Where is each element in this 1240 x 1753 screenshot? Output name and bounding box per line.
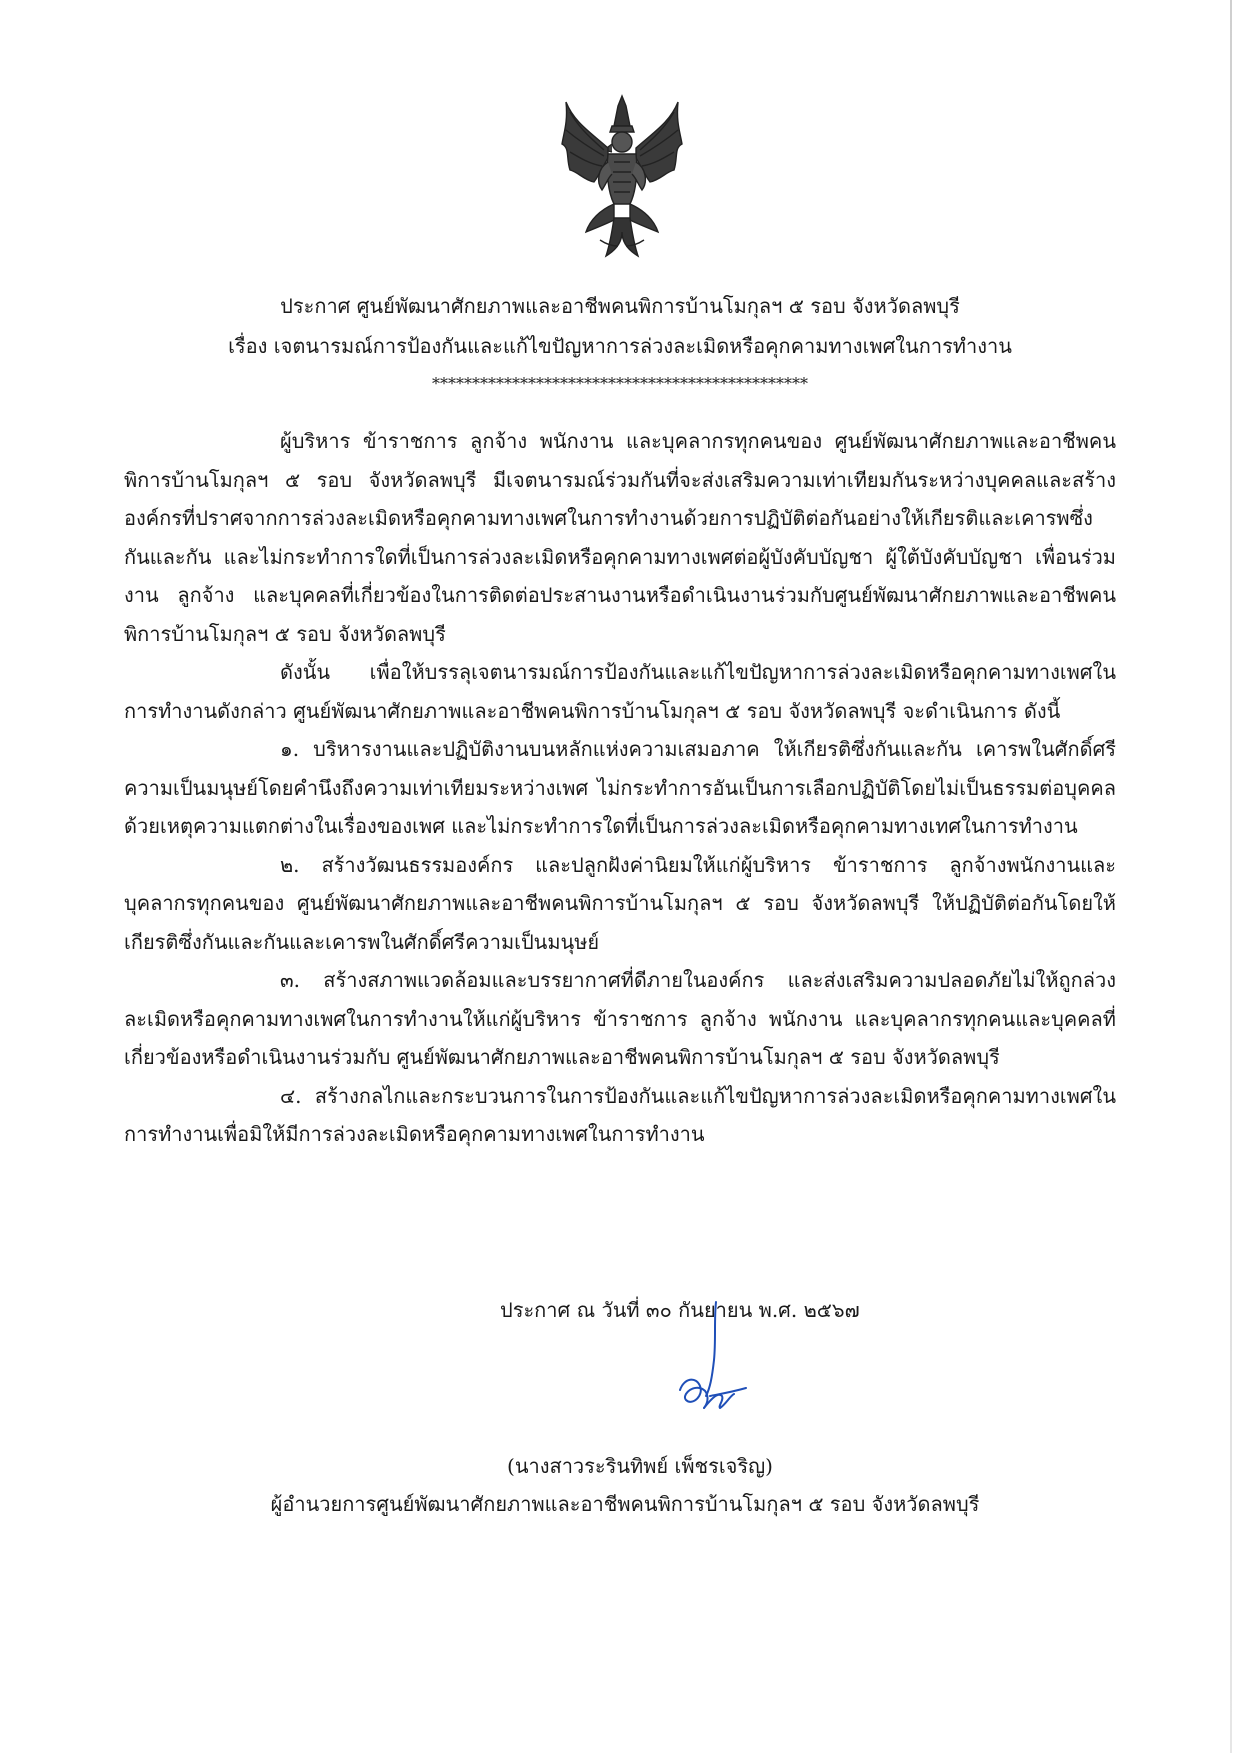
announcement-title: ประกาศ ศูนย์พัฒนาศักยภาพและอาชีพคนพิการบ้านโมกุลฯ ๕ รอบ จังหวัดลพบุรี <box>280 294 960 318</box>
paragraph-item-4: ๔. สร้างกลไกและกระบวนการในการป้องกันและแก้ไขปัญหาการล่วงละเมิดหรือคุกคามทางเพศในการทำงานเพื่อมิให้มีการล่วงละเมิดหรือคุกคามทางเพศในการทำงาน <box>124 1083 1116 1146</box>
separator-line: *********************************************** <box>432 374 808 393</box>
paragraph-intro: ผู้บริหาร ข้าราชการ ลูกจ้าง พนักงาน และบุคลากรทุกคนของ ศูนย์พัฒนาศักยภาพและอาชีพคนพิการบ้านโมกุลฯ ๕ รอบ จังหวัดลพบุรี มีเจตนารมณ์ร่วมกันที่จะส่งเสริมความเท่าเทียมกันระหว่างบุคคลและสร้างองค์กรที่ปราศจากการล่วงละเมิดหรือคุกคามทางเพศในการทำงานด้วยการปฏิบัติต่อกันอย่างให้เกียรติและเคารพซึ่งกันและกัน และไม่กระทำการใดที่เป็นการล่วงละเมิดหรือคุกคามทางเพศต่อผู้บังคับบัญชา ผู้ใต้บังคับบัญชา เพื่อนร่วมงาน ลูกจ้าง และบุคคลที่เกี่ยวข้องในการติดต่อประสานงานหรือดำเนินงานร่วมกับศูนย์พัฒนาศักยภาพและอาชีพคนพิการบ้านโมกุลฯ ๕ รอบ จังหวัดลพบุรี <box>124 429 1116 646</box>
paragraph-item-1: ๑. บริหารงานและปฏิบัติงานบนหลักแห่งความเสมอภาค ให้เกียรติซึ่งกันและกัน เคารพในศักดิ์ศรีความเป็นมนุษย์โดยคำนึงถึงความเท่าเทียมระหว่างเพศ ไม่กระทำการอันเป็นการเลือกปฏิบัติโดยไม่เป็นธรรมต่อบุคคลด้วยเหตุความแตกต่างในเรื่องของเพศ และไม่กระทำการใดที่เป็นการล่วงละเมิดหรือคุกคามทางเทศในการทำงาน <box>124 737 1116 838</box>
announcement-body <box>124 422 1116 1154</box>
paragraph-item-2: ๒. สร้างวัฒนธรรมองค์กร และปลูกฝังค่านิยมให้แก่ผู้บริหาร ข้าราชการ ลูกจ้างพนักงานและบุคลากรทุกคนของ ศูนย์พัฒนาศักยภาพและอาชีพคนพิการบ้านโมกุลฯ ๕ รอบ จังหวัดลพบุรี ให้ปฏิบัติต่อกันโดยให้เกียรติซึ่งกันและกันและเคารพในศักดิ์ศรีความเป็นมนุษย์ <box>124 852 1116 954</box>
announcement-date: ประกาศ ณ วันที่ ๓๐ กันยายน พ.ศ. ๒๕๖๗ <box>500 1298 860 1322</box>
signatory-title: ผู้อำนวยการศูนย์พัฒนาศักยภาพและอาชีพคนพิการบ้านโมกุลฯ ๕ รอบ จังหวัดลพบุรี <box>270 1492 980 1516</box>
announcement-subject: เรื่อง เจตนารมณ์การป้องกันและแก้ไขปัญหาการล่วงละเมิดหรือคุกคามทางเพศในการทำงาน <box>228 334 1012 358</box>
paragraph-item-3: ๓. สร้างสภาพแวดล้อมและบรรยากาศที่ดีภายในองค์กร และส่งเสริมความปลอดภัยไม่ให้ถูกล่วงละเมิดหรือคุกคามทางเพศในการทำงานให้แก่ผู้บริหาร ข้าราชการ ลูกจ้าง พนักงาน และบุคลากรทุกคนและบุคคลที่เกี่ยวข้องหรือดำเนินงานร่วมกับ ศูนย์พัฒนาศักยภาพและอาชีพคนพิการบ้านโมกุลฯ ๕ รอบ จังหวัดลพบุรี <box>124 968 1116 1069</box>
signatory-name: (นางสาวระรินทิพย์ เพ็ชรเจริญ) <box>507 1454 773 1478</box>
paragraph-therefore: ดังนั้น เพื่อให้บรรลุเจตนารมณ์การป้องกันและแก้ไขปัญหาการล่วงละเมิดหรือคุกคามทางเพศในการทำงานดังกล่าว ศูนย์พัฒนาศักยภาพและอาชีพคนพิการบ้านโมกุลฯ ๕ รอบ จังหวัดลพบุรี จะดำเนินการ ดังนี้ <box>124 660 1116 723</box>
garuda-emblem-icon <box>560 92 684 260</box>
signature-mark <box>660 1300 760 1430</box>
